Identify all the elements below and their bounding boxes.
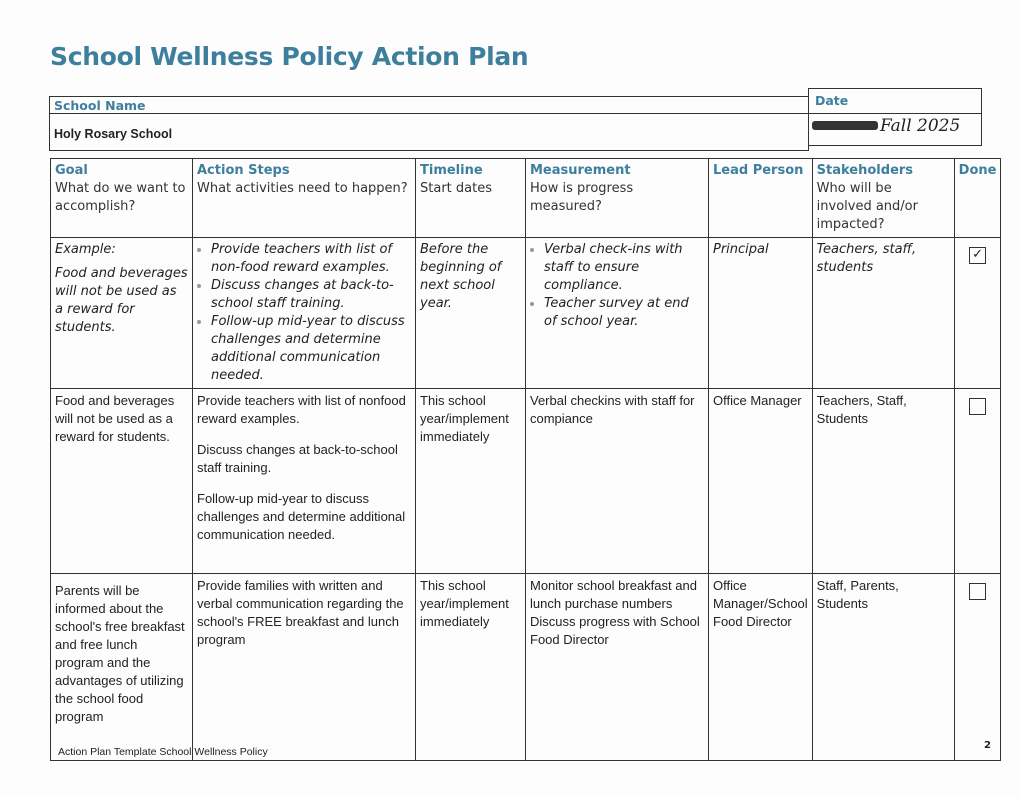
list-item: • Teacher survey at end of school year.: [544, 295, 704, 331]
page-title: School Wellness Policy Action Plan: [50, 42, 529, 71]
col-title: Goal: [55, 163, 88, 178]
example-label: Example:: [55, 242, 116, 257]
lead-cell: Office Manager: [709, 389, 813, 574]
col-sub: What activities need to happen?: [197, 181, 408, 196]
done-cell: [954, 389, 1001, 574]
school-name-cell: [49, 113, 809, 151]
example-steps: [193, 238, 416, 389]
col-action-steps: [193, 159, 416, 238]
step: Discuss changes at back-to-school staff training.: [197, 442, 398, 475]
col-title: Done: [958, 163, 997, 178]
col-stakeholders: [812, 159, 954, 238]
col-sub: How is progress measured?: [530, 181, 634, 214]
page-number: 2: [984, 740, 991, 751]
timeline-cell: This school year/implement immediately: [416, 389, 526, 574]
col-measurement: [526, 159, 709, 238]
table-row: [51, 574, 1001, 761]
list-item: • Follow-up mid-year to discuss challenges and determine additional communication needed.: [211, 313, 411, 385]
measurement: Discuss progress with School Food Director: [530, 614, 700, 647]
col-title: Timeline: [420, 163, 483, 178]
step: Follow-up mid-year to discuss challenges and determine additional communication needed.: [197, 491, 406, 542]
step: Provide families with written and verbal communication regarding the school's FREE breakfast and lunch program: [197, 578, 404, 647]
list-item: • Provide teachers with list of non-food reward examples.: [211, 241, 411, 277]
done-checkbox[interactable]: [969, 583, 986, 600]
example-goal-text: Food and beverages will not be used as a reward for students.: [55, 266, 188, 335]
col-title: Stakeholders: [816, 163, 914, 178]
stakeholders-cell: Teachers, Staff, Students: [812, 389, 954, 574]
col-done: [954, 159, 1001, 238]
measurement-cell: Verbal checkins with staff for compiance: [526, 389, 709, 574]
lead-cell: Office Manager/School Food Director: [709, 574, 813, 761]
col-sub: Start dates: [420, 181, 492, 196]
measurement: Monitor school breakfast and lunch purchase numbers: [530, 578, 697, 611]
step: Provide teachers with list of nonfood reward examples.: [197, 393, 406, 426]
list-item: • Verbal check-ins with staff to ensure compliance.: [544, 241, 704, 295]
col-title: Lead Person: [713, 163, 804, 178]
measurement-cell: [526, 574, 709, 761]
example-measurement: [526, 238, 709, 389]
example-lead: Principal: [709, 238, 813, 389]
school-name-label-cell: [49, 96, 809, 114]
example-done: [954, 238, 1001, 389]
col-sub: What do we want to accomplish?: [55, 181, 186, 214]
done-cell: [954, 574, 1001, 761]
example-stakeholders: Teachers, staff, students: [812, 238, 954, 389]
steps-cell: [193, 574, 416, 761]
col-title: Measurement: [530, 163, 631, 178]
list-item: • Discuss changes at back-to-school staff training.: [211, 277, 411, 313]
date-label: Date: [815, 93, 849, 108]
steps-cell: [193, 389, 416, 574]
header-row: [51, 159, 1001, 238]
col-timeline: [416, 159, 526, 238]
table-row: [51, 389, 1001, 574]
timeline-cell: This school year/implement immediately: [416, 574, 526, 761]
goal-cell: Parents will be informed about the school's free breakfast and free lunch program and the advantages of utilizing the school food program: [51, 574, 193, 761]
goal-cell: Food and beverages will not be used as a reward for students.: [51, 389, 193, 574]
date-label-cell: [808, 88, 982, 114]
redaction-mark: [812, 121, 878, 130]
col-title: Action Steps: [197, 163, 290, 178]
done-checkbox[interactable]: [969, 398, 986, 415]
example-timeline: Before the beginning of next school year.: [416, 238, 526, 389]
example-row: [51, 238, 1001, 389]
action-plan-table: [50, 158, 1001, 761]
school-name-label: School Name: [54, 98, 146, 113]
col-goal: [51, 159, 193, 238]
col-sub: Who will be involved and/or impacted?: [816, 181, 918, 232]
school-name-value: Holy Rosary School: [54, 127, 173, 141]
done-checkbox-checked[interactable]: ✓: [969, 247, 986, 264]
date-value: Fall 2025: [880, 116, 961, 136]
example-goal: [51, 238, 193, 389]
col-lead-person: [709, 159, 813, 238]
footer-text: Action Plan Template School Wellness Policy: [58, 746, 268, 758]
stakeholders-cell: Staff, Parents, Students: [812, 574, 954, 761]
